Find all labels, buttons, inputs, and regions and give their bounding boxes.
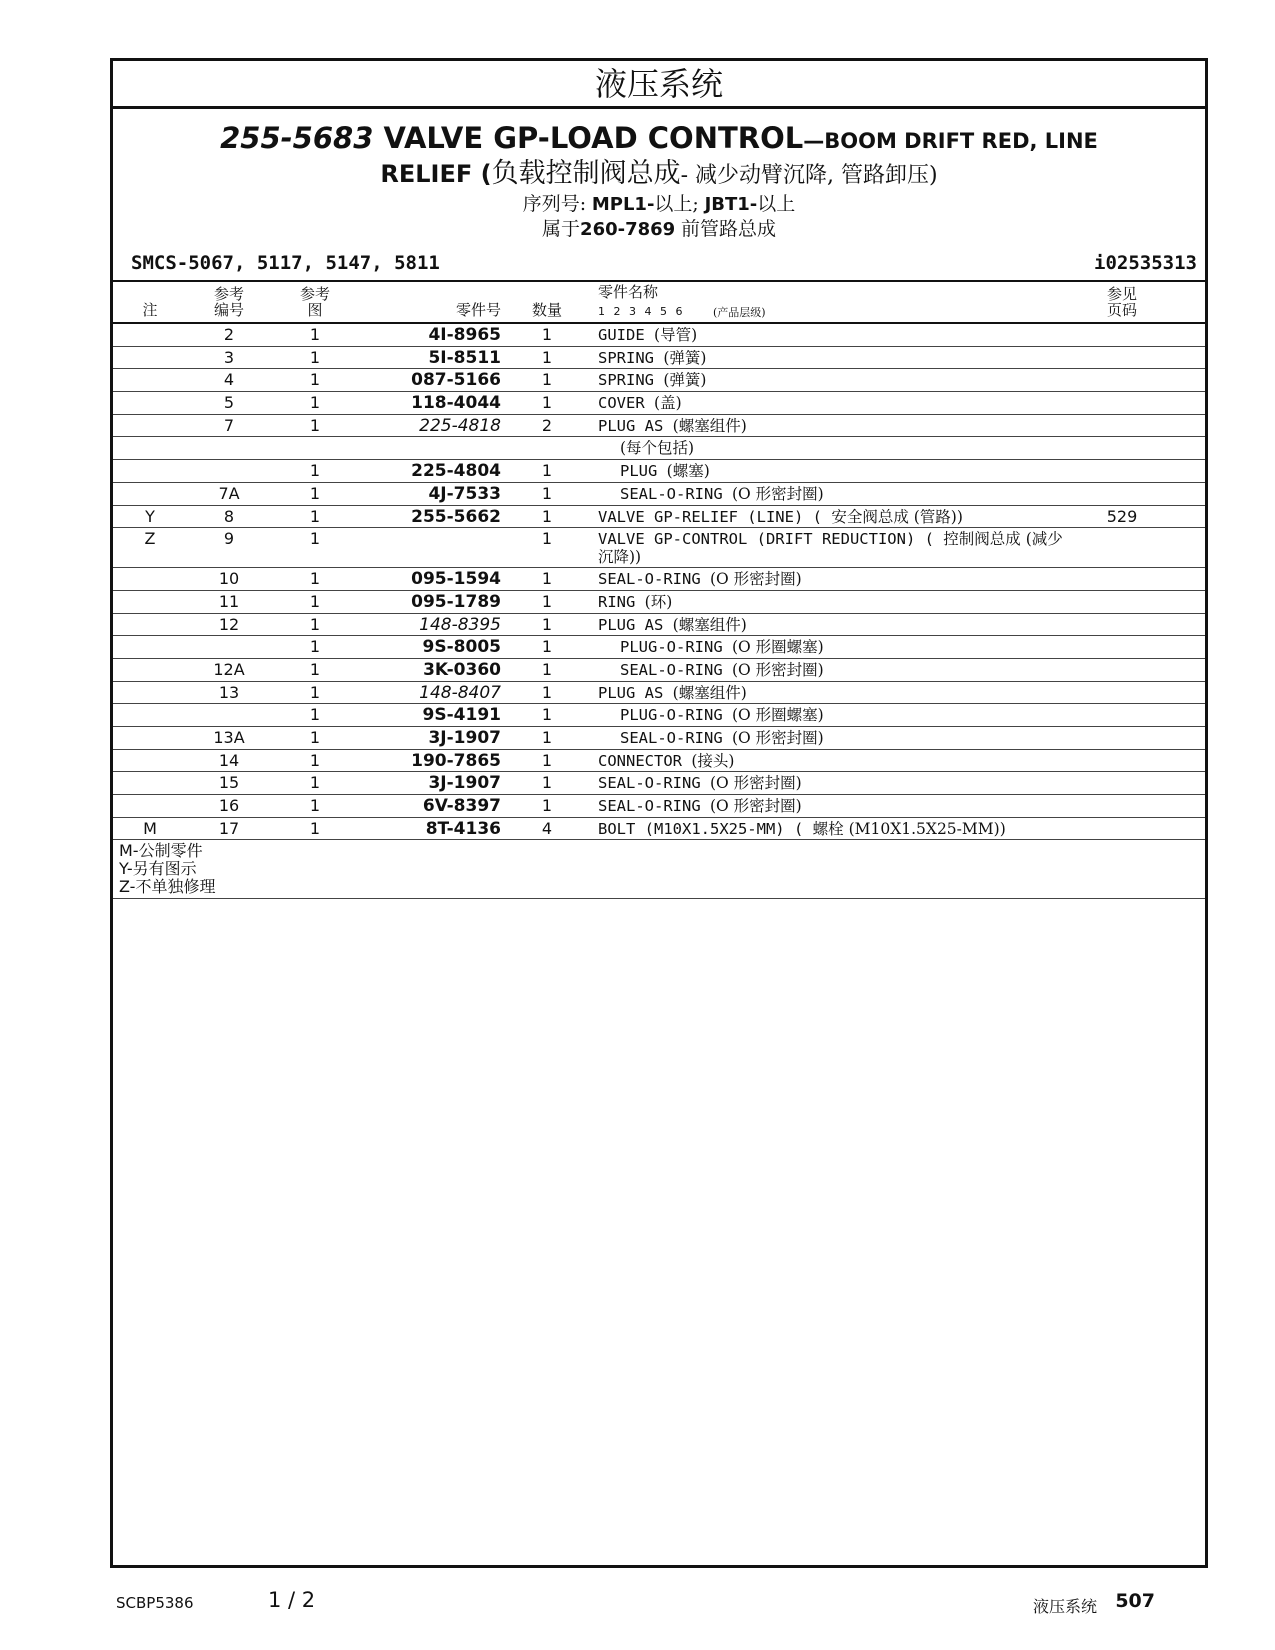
part-number-cell: 8T-4136 (425, 818, 501, 839)
qty-cell: 2 (541, 415, 553, 435)
ref-cell: 9 (223, 529, 235, 549)
table-row (113, 324, 1205, 347)
part-name-en: PLUG (620, 462, 658, 481)
footer-section: 液压系统 (1032, 1597, 1097, 1616)
fig-cell: 1 (309, 506, 321, 526)
part-name-en: PLUG AS (598, 615, 664, 634)
page-number: 507 (1115, 1590, 1155, 1612)
qty-cell: 1 (541, 637, 553, 657)
parts-table-body (113, 324, 1205, 840)
part-number-cell: 190-7865 (411, 750, 501, 771)
col-qty: 数量 (531, 301, 562, 319)
fig-cell: 1 (309, 614, 321, 634)
part-name-cn: (导管) (654, 326, 698, 344)
fig-cell: 1 (309, 818, 321, 838)
table-row (113, 437, 1205, 460)
qty-cell: 1 (541, 370, 553, 390)
col-ref-2: 编号 (213, 301, 244, 319)
section-title: 液压系统 (113, 61, 1205, 109)
part-number-cell: 225-4818 (419, 415, 501, 436)
part-number-cell: 148-8407 (419, 682, 501, 703)
illustration-id: i02535313 (1094, 252, 1197, 274)
ref-cell: 5 (223, 393, 235, 413)
part-name-cn: (环) (644, 592, 673, 611)
part-name-en: SEAL-O-RING (598, 774, 701, 793)
ref-cell: 8 (223, 506, 235, 526)
part-name-en: COVER (598, 394, 645, 413)
qty-cell: 1 (541, 750, 553, 770)
table-row (113, 591, 1205, 614)
page-frame (110, 58, 1208, 1568)
part-name-cell (598, 530, 1068, 566)
table-row (113, 704, 1205, 727)
part-name-en: SEAL-O-RING (620, 484, 723, 503)
serial-1: MPL1- (591, 194, 655, 215)
part-number-cell: 4J-7533 (428, 483, 501, 504)
part-name-cn: (盖) (654, 394, 682, 413)
table-row (113, 528, 1205, 568)
serial-label: 序列号: (522, 193, 587, 215)
ref-cell: 12A (213, 659, 245, 679)
part-name-en: SEAL-O-RING (620, 660, 723, 679)
part-name-cn: (每个包括) (620, 439, 695, 458)
qty-cell: 1 (541, 591, 553, 611)
ref-cell: 12 (218, 614, 240, 634)
part-number-cell: 9S-8005 (422, 637, 501, 658)
part-name-cell (598, 752, 1188, 770)
part-name-cell (598, 661, 1210, 679)
part-name-cell (598, 371, 1188, 389)
legend-text: 另有图示 (132, 859, 197, 879)
part-number-cell: 4I-8965 (428, 325, 501, 345)
ref-cell: 13A (213, 728, 245, 747)
serial-1-cn: 以上; (654, 193, 699, 215)
ref-cell: 7A (218, 483, 240, 503)
table-row (113, 415, 1205, 438)
part-name-cn: (螺塞组件) (672, 683, 747, 702)
table-row (113, 795, 1205, 818)
table-row (113, 460, 1205, 483)
part-name-en: PLUG AS (598, 683, 664, 702)
part-number-cell: 148-8395 (419, 614, 501, 635)
part-name-en: GUIDE (598, 326, 645, 344)
col-fig-2: 图 (307, 301, 323, 319)
qty-cell: 1 (541, 705, 553, 725)
fig-cell: 1 (309, 659, 321, 679)
col-name-level-label: (产品层级) (713, 306, 766, 319)
table-row (113, 614, 1205, 637)
belongs-part: 260-7869 (580, 219, 676, 240)
part-number-cell: 255-5662 (411, 506, 501, 527)
fig-cell: 1 (309, 569, 321, 589)
fig-cell: 1 (309, 591, 321, 611)
col-name-levels: 1 2 3 4 5 6 (598, 305, 683, 318)
belongs-name: 前管路总成 (680, 218, 776, 240)
part-name-cell (598, 570, 1188, 588)
table-row (113, 772, 1205, 795)
legend-item (119, 842, 1205, 860)
serial-2: JBT1- (704, 194, 758, 215)
part-name-en: SPRING (598, 371, 654, 390)
part-number-cell: 118-4044 (411, 393, 501, 414)
table-header (113, 282, 1205, 324)
table-row (113, 483, 1205, 506)
fig-cell: 1 (309, 393, 321, 413)
table-row (113, 347, 1205, 370)
part-name-cell (598, 774, 1188, 792)
page-footer (0, 1588, 1275, 1618)
title-line-1 (113, 121, 1205, 158)
note-cell: M (143, 818, 157, 838)
fig-cell: 1 (309, 325, 321, 344)
part-name-cn: (螺塞) (666, 462, 710, 481)
qty-cell: 1 (541, 682, 553, 702)
part-name-cn: 控制阀总成 (减少沉降)) (598, 530, 1063, 567)
part-name-cell (598, 820, 1188, 838)
qty-cell: 1 (541, 325, 553, 344)
part-number-cell: 6V-8397 (422, 796, 501, 817)
part-name-en: SEAL-O-RING (620, 729, 723, 747)
title-en-1: VALVE GP-LOAD CONTROL (383, 121, 804, 155)
note-cell: Y (145, 506, 155, 526)
part-name-cell (598, 638, 1210, 656)
part-name-cell (598, 797, 1188, 815)
qty-cell: 1 (541, 796, 553, 816)
legend-text: 公制零件 (138, 841, 203, 861)
qty-cell: 4 (541, 818, 553, 838)
part-name-cn: (螺塞组件) (672, 416, 747, 435)
fig-cell: 1 (309, 796, 321, 816)
part-number-cell: 3K-0360 (423, 659, 501, 680)
legend (113, 840, 1205, 899)
title-cn-2: - 减少动臂沉降, 管路卸压) (680, 163, 938, 188)
fig-cell: 1 (309, 529, 321, 549)
part-name-cn: (螺塞组件) (672, 615, 747, 634)
qty-cell: 1 (541, 728, 553, 747)
qty-cell: 1 (541, 614, 553, 634)
part-number-cell: 9S-4191 (422, 705, 501, 726)
ref-cell: 2 (223, 325, 235, 344)
legend-key: M- (119, 841, 139, 861)
table-row (113, 568, 1205, 591)
part-name-en: BOLT (M10X1.5X25-MM) ( (598, 819, 804, 838)
part-name-cn: (接头) (691, 751, 735, 770)
col-page-2: 页码 (1106, 301, 1137, 319)
fig-cell: 1 (309, 682, 321, 702)
title-cn-1: 负载控制阀总成 (491, 158, 681, 189)
part-name-cell (598, 349, 1188, 367)
ref-cell: 16 (218, 796, 240, 816)
table-row (113, 369, 1205, 392)
part-number-cell: 3J-1907 (428, 773, 501, 794)
serial-line (113, 192, 1205, 217)
part-name-en: PLUG AS (598, 416, 664, 435)
fig-cell: 1 (309, 637, 321, 657)
page-of: 1 / 2 (268, 1588, 316, 1612)
serial-2-cn: 以上 (757, 193, 796, 215)
qty-cell: 1 (541, 506, 553, 526)
part-number-cell: 087-5166 (411, 370, 501, 391)
doc-code: SCBP5386 (116, 1594, 194, 1612)
part-number-cell: 095-1594 (411, 569, 501, 590)
part-name-cn: (O 形密封圈) (732, 484, 824, 503)
ref-page-cell: 529 (1106, 506, 1138, 526)
table-row (113, 636, 1205, 659)
table-row (113, 682, 1205, 705)
qty-cell: 1 (541, 393, 553, 413)
part-name-en: PLUG-O-RING (620, 706, 723, 725)
legend-key: Z- (119, 877, 136, 897)
part-number-cell: 5I-8511 (428, 347, 501, 368)
fig-cell: 1 (309, 773, 321, 793)
qty-cell: 1 (541, 461, 553, 481)
part-number-cell: 095-1789 (411, 591, 501, 612)
fig-cell: 1 (309, 461, 321, 481)
legend-item (119, 878, 1205, 896)
part-name-en: SEAL-O-RING (598, 797, 701, 816)
col-name-1: 零件名称 (598, 283, 659, 301)
fig-cell: 1 (309, 370, 321, 390)
part-name-cell (598, 417, 1188, 435)
ref-cell: 10 (218, 569, 240, 589)
part-name-cell (598, 394, 1188, 412)
table-row (113, 659, 1205, 682)
fig-cell: 1 (309, 705, 321, 725)
part-name-en: RING (598, 592, 636, 611)
table-row (113, 392, 1205, 415)
qty-cell: 1 (541, 483, 553, 503)
part-number-cell: 3J-1907 (428, 728, 501, 748)
legend-item (119, 860, 1205, 878)
part-name-cn: (O 形密封圈) (710, 774, 802, 793)
part-name-cell (598, 684, 1188, 702)
part-name-cell (598, 729, 1210, 747)
fig-cell: 1 (309, 728, 321, 747)
part-number-cell: 225-4804 (411, 461, 501, 482)
ref-cell: 17 (218, 818, 240, 838)
ref-cell: 14 (218, 750, 240, 770)
ref-cell: 15 (218, 773, 240, 793)
part-name-cn: (O 形密封圈) (732, 729, 824, 747)
qty-cell: 1 (541, 347, 553, 367)
legend-key: Y- (119, 859, 133, 879)
col-ref-1: 参考 (213, 285, 244, 303)
part-name-cn: (弹簧) (663, 348, 707, 367)
part-name-cn: 安全阀总成 (管路)) (831, 507, 963, 526)
title-en-3: RELIEF ( (380, 160, 492, 188)
part-name-en: VALVE GP-CONTROL (DRIFT REDUCTION) ( (598, 530, 934, 549)
table-row (113, 750, 1205, 773)
title-line-2 (113, 158, 1205, 192)
part-name-cell (598, 326, 1188, 344)
part-name-en: VALVE GP-RELIEF (LINE) ( (598, 507, 822, 526)
part-name-cn: (O 形圈螺塞) (732, 706, 824, 725)
ref-cell: 3 (223, 347, 235, 367)
qty-cell: 1 (541, 659, 553, 679)
table-row (113, 818, 1205, 841)
smcs-codes: SMCS-5067, 5117, 5147, 5811 (131, 252, 440, 274)
col-fig-1: 参考 (299, 285, 330, 303)
belongs-label: 属于 (542, 218, 581, 240)
fig-cell: 1 (309, 750, 321, 770)
part-name-cn: 螺栓 (M10X1.5X25-MM)) (812, 819, 1006, 838)
part-name-cell (598, 485, 1210, 503)
part-name-en: SPRING (598, 348, 654, 367)
fig-cell: 1 (309, 347, 321, 367)
part-name-en: SEAL-O-RING (598, 570, 701, 589)
table-row (113, 727, 1205, 750)
part-name-cell (598, 706, 1210, 724)
title-part-number: 255-5683 (220, 121, 374, 155)
table-row (113, 506, 1205, 529)
part-name-en: PLUG-O-RING (620, 638, 723, 657)
note-cell: Z (144, 529, 156, 549)
part-name-cn: (O 形密封圈) (710, 570, 802, 589)
smcs-row (113, 250, 1205, 282)
ref-cell: 7 (223, 415, 235, 435)
ref-cell: 11 (218, 591, 240, 611)
part-name-cn: (O 形密封圈) (732, 660, 824, 679)
part-name-en: CONNECTOR (598, 751, 682, 770)
ref-cell: 4 (223, 370, 235, 390)
part-name-cell (598, 462, 1210, 480)
qty-cell: 1 (541, 569, 553, 589)
belongs-line (113, 217, 1205, 242)
part-name-cn: (弹簧) (663, 371, 707, 390)
title-en-2: —BOOM DRIFT RED, LINE (803, 129, 1098, 153)
fig-cell: 1 (309, 415, 321, 435)
fig-cell: 1 (309, 483, 321, 503)
legend-text: 不单独修理 (135, 877, 216, 897)
part-name-cn: (O 形密封圈) (710, 797, 802, 816)
qty-cell: 1 (541, 529, 553, 549)
col-part: 零件号 (455, 301, 501, 319)
document-header (113, 121, 1205, 242)
part-name-cell (598, 439, 1210, 457)
col-page-1: 参见 (1106, 285, 1137, 303)
ref-cell: 13 (218, 682, 240, 702)
qty-cell: 1 (541, 773, 553, 793)
col-note: 注 (142, 301, 158, 319)
part-name-cell (598, 593, 1188, 611)
part-name-cn: (O 形圈螺塞) (732, 638, 824, 657)
part-name-cell (598, 616, 1188, 634)
